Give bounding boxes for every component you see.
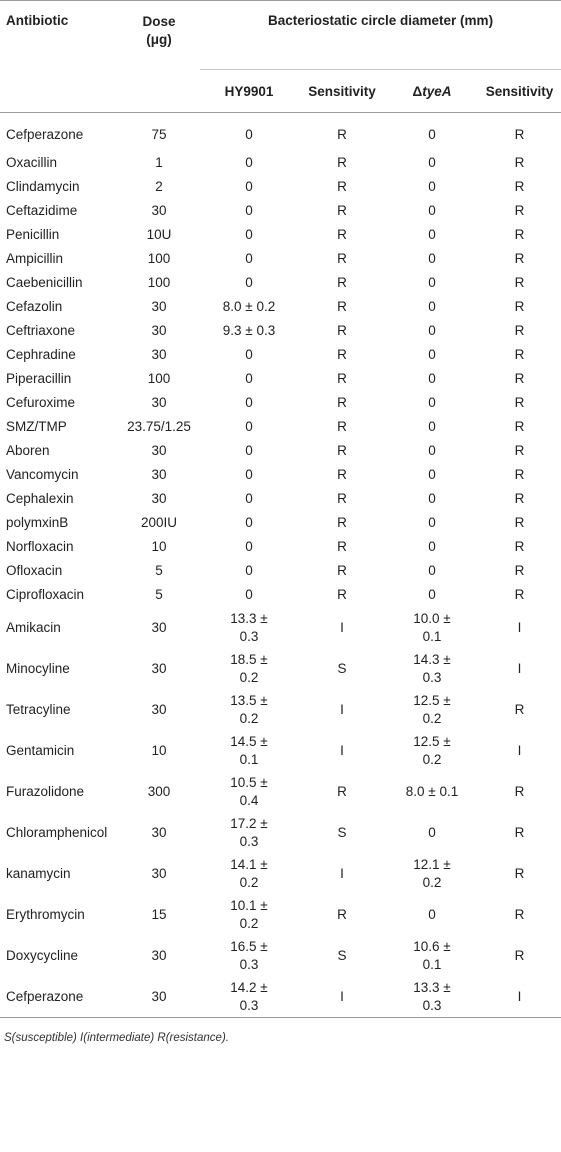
cell-antibiotic: Piperacillin [6, 371, 72, 386]
cell-dose: 30 [151, 701, 167, 717]
table-row [0, 463, 561, 487]
cell-dose: 300 [147, 783, 171, 799]
cell-mutant-diameter: 0 [428, 824, 436, 840]
cell-hy9901-diameter: 14.1 ± 0.2 [230, 856, 268, 890]
cell-hy9901-sensitivity: R [337, 251, 347, 266]
cell-antibiotic: Ofloxacin [6, 563, 63, 578]
cell-mutant-sensitivity: R [514, 701, 525, 717]
cell-dose: 30 [151, 491, 167, 506]
cell-hy9901-sensitivity: R [337, 906, 347, 922]
cell-hy9901-diameter: 0 [245, 467, 253, 482]
cell-mutant-diameter: 0 [428, 491, 436, 506]
cell-hy9901-diameter: 0 [245, 395, 253, 410]
cell-mutant-sensitivity: R [514, 824, 525, 840]
cell-hy9901-diameter: 0 [245, 251, 253, 266]
cell-hy9901-diameter: 0 [245, 419, 253, 434]
cell-mutant-diameter: 0 [428, 371, 436, 386]
cell-hy9901-diameter: 10.5 ± 0.4 [230, 774, 268, 808]
table-row [0, 319, 561, 343]
cell-mutant-diameter: 0 [428, 227, 436, 242]
cell-hy9901-sensitivity: I [340, 742, 344, 758]
cell-hy9901-diameter: 14.5 ± 0.1 [230, 733, 268, 767]
cell-antibiotic: kanamycin [6, 865, 71, 881]
cell-hy9901-diameter: 0 [245, 515, 253, 530]
cell-hy9901-sensitivity: R [337, 323, 347, 338]
cell-mutant-sensitivity: R [514, 203, 525, 218]
cell-dose: 30 [151, 323, 167, 338]
table-row [0, 689, 561, 730]
cell-hy9901-diameter: 8.0 ± 0.2 [222, 299, 276, 314]
cell-dose: 30 [151, 824, 167, 840]
cell-mutant-diameter: 0 [428, 299, 436, 314]
table-row [0, 511, 561, 535]
cell-hy9901-diameter: 17.2 ± 0.3 [230, 815, 268, 849]
cell-mutant-diameter: 0 [428, 587, 436, 602]
header-antibiotic: Antibiotic [0, 1, 118, 113]
cell-hy9901-sensitivity: R [337, 347, 347, 362]
cell-mutant-sensitivity: R [514, 419, 525, 434]
cell-hy9901-diameter: 0 [245, 347, 253, 362]
cell-hy9901-sensitivity: S [337, 660, 347, 676]
cell-mutant-sensitivity: R [514, 275, 525, 290]
cell-hy9901-diameter: 14.2 ± 0.3 [230, 979, 268, 1013]
cell-dose: 5 [155, 563, 163, 578]
header-sensitivity-mutant: Sensitivity [485, 83, 554, 99]
cell-hy9901-diameter: 0 [245, 179, 253, 194]
table-row [0, 415, 561, 439]
table-row [0, 487, 561, 511]
cell-dose: 100 [147, 251, 171, 266]
cell-hy9901-sensitivity: R [337, 491, 347, 506]
cell-mutant-sensitivity: R [514, 491, 525, 506]
cell-mutant-diameter: 0 [428, 419, 436, 434]
cell-hy9901-sensitivity: R [337, 127, 347, 142]
cell-dose: 2 [155, 179, 163, 194]
table-row [0, 535, 561, 559]
table-row [0, 559, 561, 583]
cell-antibiotic: Minocyline [6, 660, 70, 676]
cell-antibiotic: Gentamicin [6, 742, 75, 758]
cell-mutant-diameter: 0 [428, 563, 436, 578]
cell-antibiotic: Ampicillin [6, 251, 64, 266]
cell-hy9901-diameter: 0 [245, 203, 253, 218]
cell-mutant-diameter: 0 [428, 539, 436, 554]
cell-hy9901-sensitivity: R [337, 515, 347, 530]
cell-mutant-sensitivity: R [514, 783, 525, 799]
cell-antibiotic: Doxycycline [6, 947, 79, 963]
cell-dose: 30 [151, 299, 167, 314]
cell-hy9901-sensitivity: R [337, 203, 347, 218]
cell-dose: 23.75/1.25 [127, 419, 191, 434]
cell-hy9901-sensitivity: R [337, 395, 347, 410]
cell-dose: 30 [151, 347, 167, 362]
cell-mutant-sensitivity: R [514, 179, 525, 194]
table-row [0, 771, 561, 812]
header-dose-unit: (μg) [146, 32, 172, 47]
cell-mutant-diameter: 0 [428, 906, 436, 922]
cell-hy9901-diameter: 0 [245, 491, 253, 506]
cell-antibiotic: Amikacin [6, 619, 61, 635]
cell-hy9901-sensitivity: R [337, 299, 347, 314]
cell-hy9901-diameter: 0 [245, 587, 253, 602]
cell-mutant-sensitivity: R [514, 865, 525, 881]
cell-hy9901-sensitivity: R [337, 783, 347, 799]
cell-mutant-diameter: 12.5 ± 0.2 [413, 692, 451, 726]
cell-mutant-sensitivity: I [517, 988, 522, 1004]
cell-mutant-sensitivity: R [514, 371, 525, 386]
cell-mutant-diameter: 0 [428, 347, 436, 362]
cell-antibiotic: Tetracyline [6, 701, 71, 717]
cell-mutant-sensitivity: R [514, 395, 525, 410]
cell-mutant-sensitivity: R [514, 299, 525, 314]
cell-mutant-diameter: 0 [428, 203, 436, 218]
cell-mutant-sensitivity: R [514, 323, 525, 338]
cell-hy9901-diameter: 0 [245, 371, 253, 386]
cell-dose: 30 [151, 947, 167, 963]
cell-mutant-sensitivity: R [514, 227, 525, 242]
cell-dose: 30 [151, 660, 167, 676]
cell-mutant-sensitivity: R [514, 443, 525, 458]
cell-hy9901-diameter: 16.5 ± 0.3 [230, 938, 268, 972]
table-row [0, 113, 561, 152]
footnote: S(susceptible) I(intermediate) R(resistance). [4, 1032, 229, 1044]
header-diameter-group: Bacteriostatic circle diameter (mm) [200, 1, 561, 70]
cell-hy9901-sensitivity: R [337, 467, 347, 482]
header-mutant [386, 70, 478, 113]
cell-antibiotic: Erythromycin [6, 906, 85, 922]
cell-mutant-diameter: 13.3 ± 0.3 [413, 979, 451, 1013]
cell-hy9901-diameter: 9.3 ± 0.3 [222, 323, 276, 338]
cell-hy9901-diameter: 0 [245, 563, 253, 578]
cell-antibiotic: Ceftazidime [6, 203, 78, 218]
cell-antibiotic: Furazolidone [6, 783, 85, 799]
table-row [0, 391, 561, 415]
table-row [0, 175, 561, 199]
cell-hy9901-diameter: 0 [245, 155, 253, 170]
cell-mutant-diameter: 0 [428, 179, 436, 194]
cell-mutant-sensitivity: R [514, 539, 525, 554]
cell-hy9901-sensitivity: R [337, 443, 347, 458]
cell-mutant-diameter: 0 [428, 275, 436, 290]
cell-mutant-sensitivity: I [517, 742, 522, 758]
cell-antibiotic: Caebenicillin [6, 275, 83, 290]
cell-hy9901-sensitivity: I [340, 701, 344, 717]
table-row [0, 367, 561, 391]
cell-hy9901-diameter: 13.3 ± 0.3 [230, 610, 268, 644]
header-delta: Δ [412, 83, 423, 99]
cell-antibiotic: Ceftriaxone [6, 323, 76, 338]
cell-antibiotic: Cefperazone [6, 127, 84, 142]
table-row [0, 812, 561, 853]
cell-antibiotic: Ciprofloxacin [6, 587, 85, 602]
cell-hy9901-sensitivity: R [337, 539, 347, 554]
cell-hy9901-diameter: 13.5 ± 0.2 [230, 692, 268, 726]
table-row [0, 247, 561, 271]
header-sensitivity-hy9901: Sensitivity [308, 83, 376, 99]
cell-antibiotic: Cefperazone [6, 988, 84, 1004]
table-row [0, 894, 561, 935]
cell-mutant-diameter: 0 [428, 515, 436, 530]
cell-hy9901-sensitivity: R [337, 587, 347, 602]
cell-hy9901-sensitivity: R [337, 155, 347, 170]
cell-hy9901-sensitivity: I [340, 865, 344, 881]
cell-dose: 30 [151, 467, 167, 482]
cell-mutant-diameter: 8.0 ± 0.1 [405, 783, 459, 799]
cell-antibiotic: Aboren [6, 443, 50, 458]
cell-hy9901-diameter: 0 [245, 127, 253, 142]
cell-hy9901-sensitivity: S [337, 947, 347, 963]
cell-dose: 15 [151, 906, 167, 922]
cell-mutant-diameter: 0 [428, 251, 436, 266]
table-row [0, 976, 561, 1018]
cell-mutant-sensitivity: R [514, 127, 525, 142]
cell-hy9901-sensitivity: R [337, 179, 347, 194]
table-row [0, 295, 561, 319]
cell-hy9901-diameter: 0 [245, 443, 253, 458]
table-row [0, 439, 561, 463]
table-row [0, 223, 561, 247]
table-row [0, 583, 561, 607]
cell-dose: 200IU [140, 515, 178, 530]
table-row [0, 853, 561, 894]
cell-mutant-sensitivity: R [514, 347, 525, 362]
cell-dose: 10 [151, 742, 167, 758]
cell-mutant-sensitivity: R [514, 467, 525, 482]
cell-mutant-diameter: 0 [428, 323, 436, 338]
cell-antibiotic: Clindamycin [6, 179, 80, 194]
cell-dose: 30 [151, 203, 167, 218]
cell-antibiotic: Chloramphenicol [6, 824, 108, 840]
cell-mutant-diameter: 0 [428, 443, 436, 458]
cell-dose: 30 [151, 988, 167, 1004]
cell-mutant-sensitivity: R [514, 155, 525, 170]
table-row [0, 151, 561, 175]
cell-mutant-diameter: 10.6 ± 0.1 [413, 938, 451, 972]
cell-antibiotic: Cefazolin [6, 299, 63, 314]
table-body [0, 113, 561, 1018]
cell-hy9901-sensitivity: S [337, 824, 347, 840]
table-row [0, 648, 561, 689]
cell-dose: 100 [147, 371, 171, 386]
table-row [0, 607, 561, 648]
cell-antibiotic: Cephalexin [6, 491, 74, 506]
cell-hy9901-diameter: 0 [245, 227, 253, 242]
cell-antibiotic: SMZ/TMP [6, 419, 67, 434]
cell-hy9901-sensitivity: R [337, 227, 347, 242]
cell-antibiotic: Penicillin [6, 227, 60, 242]
cell-mutant-sensitivity: R [514, 563, 525, 578]
cell-mutant-diameter: 0 [428, 395, 436, 410]
cell-hy9901-sensitivity: R [337, 419, 347, 434]
cell-hy9901-sensitivity: R [337, 275, 347, 290]
header-dose [118, 1, 200, 113]
cell-antibiotic: polymxinB [6, 515, 69, 530]
cell-mutant-sensitivity: R [514, 587, 525, 602]
table-row [0, 730, 561, 771]
table-row [0, 343, 561, 367]
cell-mutant-diameter: 12.5 ± 0.2 [413, 733, 451, 767]
header-hy9901: HY9901 [224, 83, 274, 99]
cell-mutant-sensitivity: R [514, 947, 525, 963]
cell-mutant-sensitivity: R [514, 251, 525, 266]
cell-antibiotic: Cefuroxime [6, 395, 76, 410]
cell-hy9901-sensitivity: I [340, 619, 344, 635]
cell-mutant-diameter: 0 [428, 155, 436, 170]
cell-antibiotic: Vancomycin [6, 467, 79, 482]
cell-mutant-sensitivity: R [514, 515, 525, 530]
cell-mutant-diameter: 12.1 ± 0.2 [413, 856, 451, 890]
cell-dose: 1 [155, 155, 163, 170]
header-gene: tyeA [422, 83, 452, 99]
cell-mutant-diameter: 0 [428, 467, 436, 482]
cell-hy9901-diameter: 0 [245, 539, 253, 554]
cell-mutant-diameter: 10.0 ± 0.1 [413, 610, 451, 644]
cell-mutant-sensitivity: I [517, 660, 522, 676]
cell-mutant-diameter: 14.3 ± 0.3 [413, 651, 451, 685]
header-dose-label: Dose [142, 14, 176, 29]
cell-dose: 75 [151, 127, 167, 142]
cell-dose: 30 [151, 619, 167, 635]
cell-dose: 30 [151, 865, 167, 881]
cell-mutant-sensitivity: I [517, 619, 522, 635]
cell-hy9901-diameter: 0 [245, 275, 253, 290]
table-row [0, 271, 561, 295]
cell-dose: 10U [146, 227, 172, 242]
cell-dose: 10 [151, 539, 167, 554]
cell-antibiotic: Cephradine [6, 347, 76, 362]
table-row [0, 935, 561, 976]
table-row [0, 199, 561, 223]
cell-antibiotic: Oxacillin [6, 155, 58, 170]
cell-hy9901-sensitivity: I [340, 988, 344, 1004]
cell-dose: 30 [151, 395, 167, 410]
cell-hy9901-sensitivity: R [337, 371, 347, 386]
cell-dose: 30 [151, 443, 167, 458]
cell-dose: 100 [147, 275, 171, 290]
cell-hy9901-diameter: 18.5 ± 0.2 [230, 651, 268, 685]
cell-hy9901-diameter: 10.1 ± 0.2 [230, 897, 268, 931]
cell-antibiotic: Norfloxacin [6, 539, 74, 554]
cell-hy9901-sensitivity: R [337, 563, 347, 578]
cell-mutant-sensitivity: R [514, 906, 525, 922]
cell-mutant-diameter: 0 [428, 127, 436, 142]
cell-dose: 5 [155, 587, 163, 602]
